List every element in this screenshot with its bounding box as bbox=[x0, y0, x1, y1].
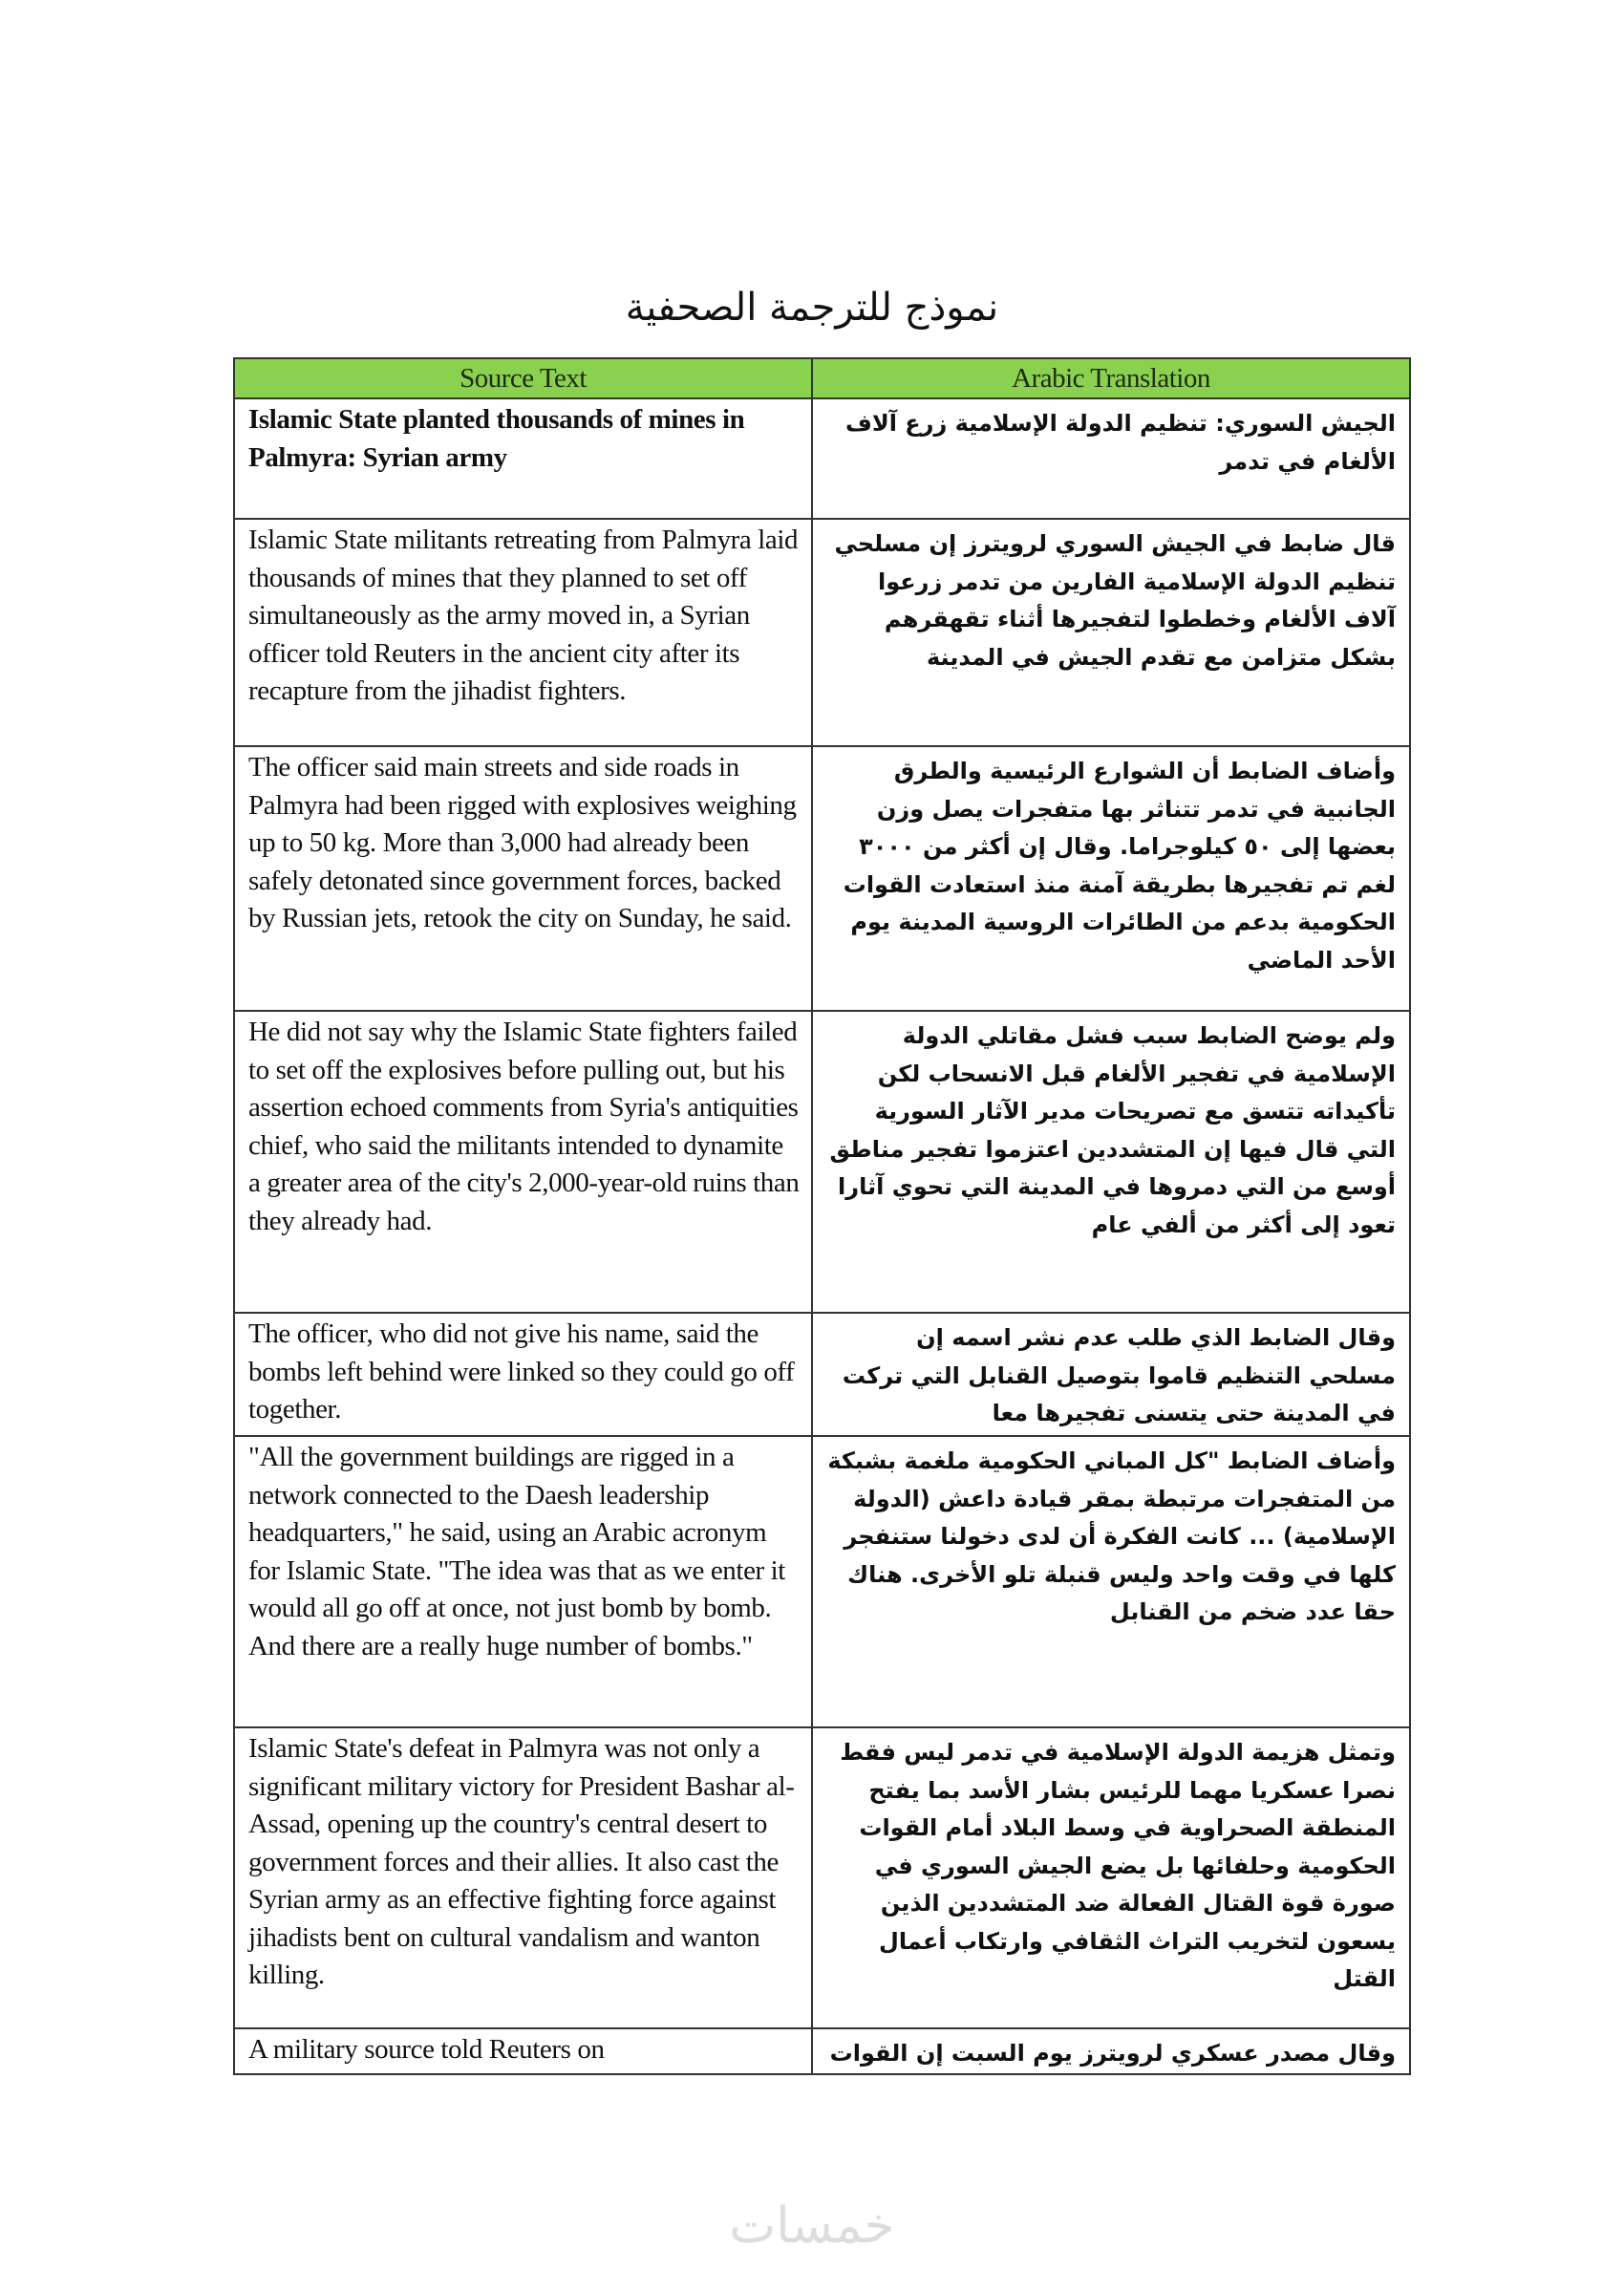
arabic-cell: ولم يوضح الضابط سبب فشل مقاتلي الدولة الإسلامية في تفجير الألغام قبل الانسحاب لكن تأكيداته تتسق مع تصريحات مدير الآثار السورية التي قال فيها إن المتشددين اعتزموا تفجير مناطق أوسع من التي دمروها في المدينة التي تحوي آثارا تعود إلى أكثر من ألفي عام bbox=[812, 1011, 1410, 1313]
source-cell: "All the government buildings are rigged in a network connected to the Daesh leadership headquarters," he said, using an Arabic acronym for Islamic State. "The idea was that as we enter it would all go off at once, not just bomb by bomb. And there are a really huge number of bombs." bbox=[234, 1436, 812, 1727]
watermark-logo: خمسات bbox=[729, 2197, 895, 2255]
table-row bbox=[234, 398, 1410, 519]
table-row bbox=[234, 1727, 1410, 2028]
arabic-cell: وأضاف الضابط أن الشوارع الرئيسية والطرق الجانبية في تدمر تتناثر بها متفجرات يصل وزن بعضها إلى ٥٠ كيلوجراما. وقال إن أكثر من ٣٠٠٠ لغم تم تفجيرها بطريقة آمنة منذ استعادت القوات الحكومية بدعم من الطائرات الروسية المدينة يوم الأحد الماضي bbox=[812, 746, 1410, 1011]
translation-table bbox=[233, 357, 1411, 2075]
arabic-cell: وأضاف الضابط "كل المباني الحكومية ملغمة بشبكة من المتفجرات مرتبطة بمقر قيادة داعش (الدولة الإسلامية) ... كانت الفكرة أن لدى دخولنا ستنفجر كلها في وقت واحد وليس قنبلة تلو الأخرى. هناك حقا عدد ضخم من القنابل bbox=[812, 1436, 1410, 1727]
arabic-cell: الجيش السوري: تنظيم الدولة الإسلامية زرع آلاف الألغام في تدمر bbox=[812, 398, 1410, 519]
source-cell: He did not say why the Islamic State fighters failed to set off the explosives before pulling out, but his assertion echoed comments from Syria's antiquities chief, who said the militants intended to dynamite a greater area of the city's 2,000-year-old ruins than they already had. bbox=[234, 1011, 812, 1313]
arabic-cell: وقال مصدر عسكري لرويترز يوم السبت إن القوات bbox=[812, 2028, 1410, 2074]
table-header-row bbox=[234, 358, 1410, 398]
arabic-cell: وتمثل هزيمة الدولة الإسلامية في تدمر ليس فقط نصرا عسكريا مهما للرئيس بشار الأسد بما يفتح المنطقة الصحراوية في وسط البلاد أمام القوات الحكومية وحلفائها بل يضع الجيش السوري في صورة قوة القتال الفعالة ضد المتشددين الذين يسعون لتخريب التراث الثقافي وارتكاب أعمال القتل bbox=[812, 1727, 1410, 2028]
page-title: نموذج للترجمة الصحفية bbox=[625, 285, 999, 330]
header-arabic-translation: Arabic Translation bbox=[812, 358, 1410, 398]
table-row bbox=[234, 1011, 1410, 1313]
table-row bbox=[234, 1313, 1410, 1436]
source-cell: The officer said main streets and side roads in Palmyra had been rigged with explosives weighing up to 50 kg. More than 3,000 had already been safely detonated since government forces, backed by Russian jets, retook the city on Sunday, he said. bbox=[234, 746, 812, 1011]
arabic-cell: قال ضابط في الجيش السوري لرويترز إن مسلحي تنظيم الدولة الإسلامية الفارين من تدمر زرعوا آلاف الألغام وخططوا لتفجيرها أثناء تقهقرهم بشكل متزامن مع تقدم الجيش في المدينة bbox=[812, 519, 1410, 746]
source-cell: Islamic State's defeat in Palmyra was not only a significant military victory for President Bashar al-Assad, opening up the country's central desert to government forces and their allies. It also cast the Syrian army as an effective fighting force against jihadists bent on cultural vandalism and wanton killing. bbox=[234, 1727, 812, 2028]
header-source-text: Source Text bbox=[234, 358, 812, 398]
table-row bbox=[234, 2028, 1410, 2074]
table-row bbox=[234, 1436, 1410, 1727]
arabic-cell: وقال الضابط الذي طلب عدم نشر اسمه إن مسلحي التنظيم قاموا بتوصيل القنابل التي تركت في المدينة حتى يتسنى تفجيرها معا bbox=[812, 1313, 1410, 1436]
source-cell: The officer, who did not give his name, said the bombs left behind were linked so they could go off together. bbox=[234, 1313, 812, 1436]
table-row bbox=[234, 746, 1410, 1011]
source-cell: A military source told Reuters on bbox=[234, 2028, 812, 2074]
table-row bbox=[234, 519, 1410, 746]
source-cell: Islamic State militants retreating from Palmyra laid thousands of mines that they planned to set off simultaneously as the army moved in, a Syrian officer told Reuters in the ancient city after its recapture from the jihadist fighters. bbox=[234, 519, 812, 746]
source-cell: Islamic State planted thousands of mines in Palmyra: Syrian army bbox=[234, 398, 812, 519]
